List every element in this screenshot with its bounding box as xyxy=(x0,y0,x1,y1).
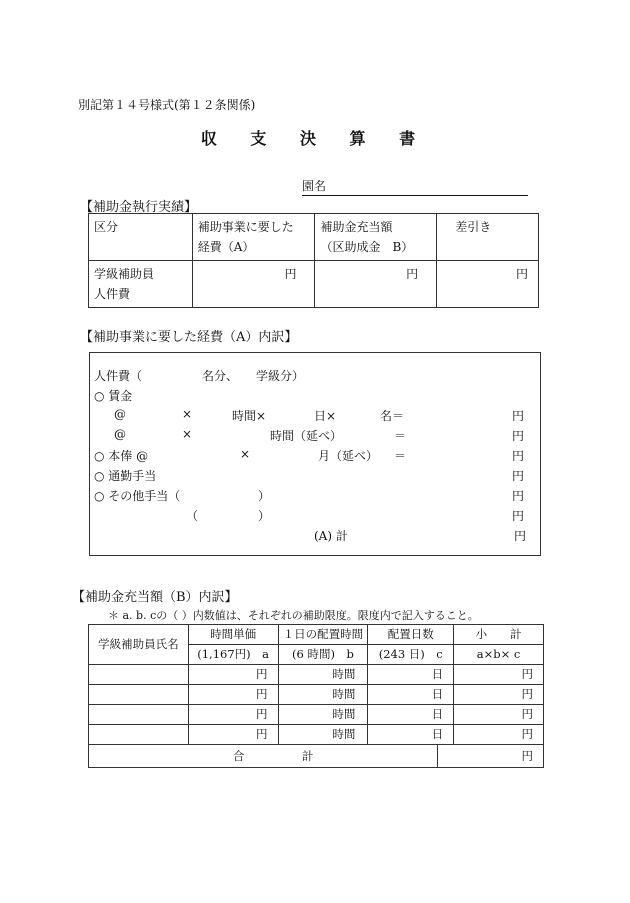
execution-results-table xyxy=(88,213,539,308)
subsidy-breakdown-table xyxy=(88,624,544,768)
commute-yen: 円 xyxy=(512,469,525,483)
section2-title: 【補助事業に要した経費（A）内訳】 xyxy=(80,330,298,345)
rate-cell[interactable]: 円 xyxy=(188,665,278,685)
header-days: 配置日数 xyxy=(368,625,454,645)
difference-cell[interactable]: 円 xyxy=(437,261,539,308)
wage-row1-persons: 名＝ xyxy=(380,409,405,423)
section1-title: 【補助金執行実績】 xyxy=(80,200,198,215)
subtotal-cell[interactable]: 円 xyxy=(454,685,544,705)
wage-row2-hours: 時間（延べ） xyxy=(270,429,343,443)
rate-cell[interactable]: 円 xyxy=(188,705,278,725)
header-difference: 差引き xyxy=(437,214,539,261)
header-subsidy-b: 補助金充当額 （区助成金 B） xyxy=(315,214,437,261)
extra-allowance-close: ） xyxy=(258,509,271,523)
wage-row2-eq: ＝ xyxy=(394,429,407,443)
days-cell[interactable]: 日 xyxy=(368,665,454,685)
wage-row2-at: @ xyxy=(114,427,126,441)
table-header-row xyxy=(89,214,539,261)
days-cell[interactable]: 日 xyxy=(368,725,454,745)
header-hourly-rate-limit: (1,167円) a xyxy=(188,645,278,665)
total-a-yen: 円 xyxy=(514,529,527,543)
header-days-limit: (243 日) c xyxy=(368,645,454,665)
other-allowance: ○ その他手当（ xyxy=(94,489,181,503)
total-a-label: (A) 計 xyxy=(314,529,348,543)
table-row xyxy=(89,665,544,685)
grand-total-cell[interactable]: 円 xyxy=(438,745,544,768)
personnel-line: 人件費（ 名分、 学級分） xyxy=(94,369,305,383)
days-cell[interactable]: 日 xyxy=(368,705,454,725)
wage-label: ○ 賃金 xyxy=(94,389,133,403)
salary-months: 月（延べ） xyxy=(318,449,379,463)
header-daily-hours: １日の配置時間 xyxy=(278,625,368,645)
subsidy-b-cell[interactable]: 円 xyxy=(315,261,437,308)
extra-allowance-open: （ xyxy=(186,509,199,523)
table-header-row xyxy=(89,625,544,645)
header-assistant-name: 学級補助員氏名 xyxy=(89,625,189,665)
subtotal-cell[interactable]: 円 xyxy=(454,725,544,745)
hours-cell[interactable]: 時間 xyxy=(278,705,368,725)
garden-name-label: 園名 xyxy=(302,179,327,193)
salary-mult: × xyxy=(240,447,251,461)
subtotal-cell[interactable]: 円 xyxy=(454,705,544,725)
wage-row1-at: @ xyxy=(114,407,126,421)
expense-breakdown-box xyxy=(89,352,541,556)
form-number: 別記第１４号様式(第１２条関係) xyxy=(78,98,256,112)
assistant-name-cell[interactable] xyxy=(89,665,189,685)
row-label-assistant-personnel: 学級補助員 人件費 xyxy=(89,261,193,308)
wage-row1-mult: × xyxy=(182,407,193,421)
subtotal-cell[interactable]: 円 xyxy=(454,665,544,685)
header-hourly-rate: 時間単価 xyxy=(188,625,278,645)
other-allowance-yen: 円 xyxy=(512,489,525,503)
table-row xyxy=(89,725,544,745)
commute-allowance: ○ 通勤手当 xyxy=(94,469,157,483)
header-category: 区分 xyxy=(89,214,193,261)
days-cell[interactable]: 日 xyxy=(368,685,454,705)
total-row xyxy=(89,745,544,768)
other-allowance-close: ） xyxy=(258,489,271,503)
garden-name-field[interactable] xyxy=(302,177,528,196)
table-row xyxy=(89,261,539,308)
header-daily-hours-limit: (6 時間) b xyxy=(278,645,368,665)
grand-total-label: 合 計 xyxy=(89,745,438,768)
salary-eq: ＝ xyxy=(394,449,407,463)
header-subtotal-formula: a×b× c xyxy=(454,645,544,665)
document-title: 収 支 決 算 書 xyxy=(200,129,430,148)
section3-note: ＊ a. b. cの（ ）内数値は、それぞれの補助限度。限度内で記入すること。 xyxy=(108,609,479,622)
expense-a-cell[interactable]: 円 xyxy=(192,261,315,308)
assistant-name-cell[interactable] xyxy=(89,685,189,705)
wage-row1-yen: 円 xyxy=(512,409,525,423)
table-row xyxy=(89,685,544,705)
header-subtotal: 小 計 xyxy=(454,625,544,645)
hours-cell[interactable]: 時間 xyxy=(278,665,368,685)
section3-title: 【補助金充当額（B）内訳】 xyxy=(72,590,238,605)
header-expense-a: 補助事業に要した 経費（A） xyxy=(192,214,315,261)
wage-row2-mult: × xyxy=(182,427,193,441)
assistant-name-cell[interactable] xyxy=(89,705,189,725)
assistant-name-cell[interactable] xyxy=(89,725,189,745)
wage-row2-yen: 円 xyxy=(512,429,525,443)
wage-row1-hours: 時間× xyxy=(232,409,267,423)
salary-yen: 円 xyxy=(512,449,525,463)
hours-cell[interactable]: 時間 xyxy=(278,685,368,705)
salary-label: ○ 本俸 @ xyxy=(94,449,149,463)
rate-cell[interactable]: 円 xyxy=(188,725,278,745)
rate-cell[interactable]: 円 xyxy=(188,685,278,705)
wage-row1-days: 日× xyxy=(314,409,337,423)
hours-cell[interactable]: 時間 xyxy=(278,725,368,745)
extra-allowance-yen: 円 xyxy=(512,509,525,523)
table-row xyxy=(89,705,544,725)
